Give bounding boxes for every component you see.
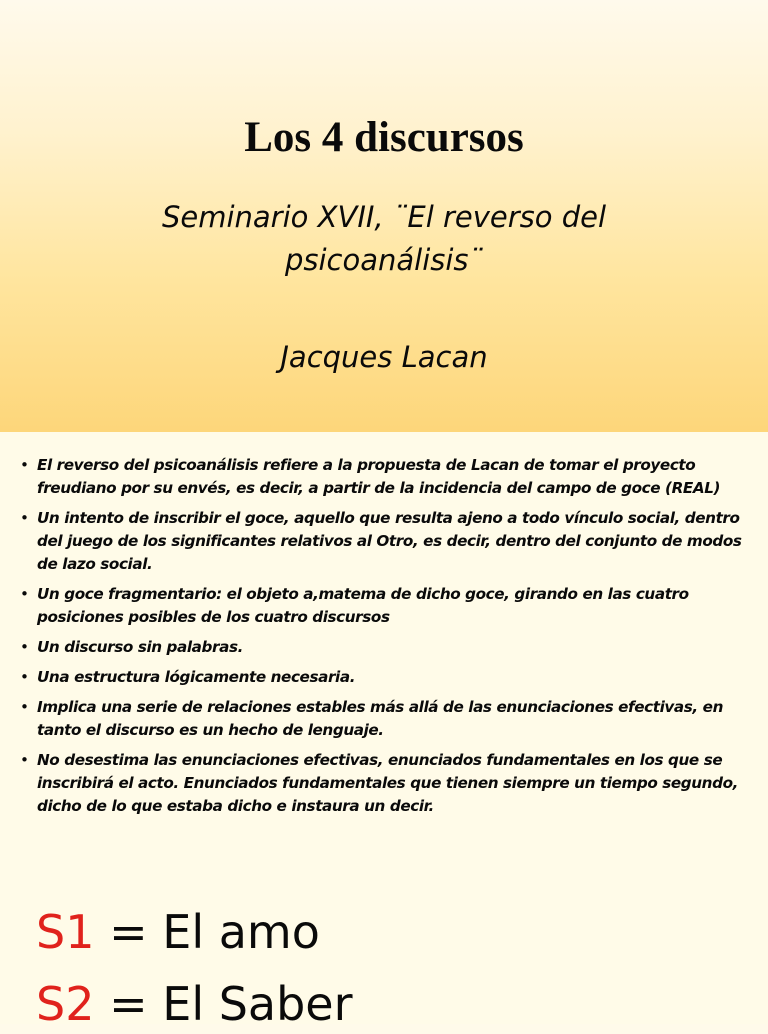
title-slide [0, 0, 768, 432]
bullet-marker: • [20, 668, 29, 686]
symbol-meaning: = El Saber [94, 977, 353, 1031]
slide-subtitle: Seminario XVII, ¨El reverso del psicoanálisis¨ [161, 200, 607, 277]
bullet-text: El reverso del psicoanálisis refiere a la propuesta de Lacan de tomar el proyecto freudiano por su envés, es decir, a partir de la incidencia del campo de goce (REAL) [37, 456, 721, 497]
bullet-marker: • [20, 638, 29, 656]
symbol-meaning: = El amo [94, 905, 320, 959]
bullet-marker: • [20, 509, 29, 527]
slide-author: Jacques Lacan [280, 340, 488, 374]
bullet-marker: • [20, 456, 29, 474]
slide-title: Los 4 discursos [244, 114, 524, 161]
symbol-line-s1 [36, 902, 320, 962]
bullet-item [20, 749, 750, 818]
bullet-text: Un goce fragmentario: el objeto a,matema de dicho goce, girando en las cuatro posiciones posibles de los cuatro discursos [37, 585, 689, 626]
bullets-slide [0, 432, 768, 864]
bullet-text: Una estructura lógicamente necesaria. [37, 668, 356, 686]
symbol-line-s2 [36, 974, 353, 1034]
bullet-item [20, 666, 750, 689]
bullet-marker: • [20, 698, 29, 716]
symbol-label: S1 [36, 905, 95, 959]
bullet-item [20, 507, 750, 576]
bullet-item [20, 454, 750, 500]
bullet-marker: • [20, 585, 29, 603]
bullet-text: Implica una serie de relaciones estables más allá de las enunciaciones efectivas, en tanto el discurso es un hecho de lenguaje. [37, 698, 723, 739]
bullet-marker: • [20, 751, 29, 769]
symbol-label: S2 [36, 977, 95, 1031]
bullet-item [20, 583, 750, 629]
symbols-slide [0, 864, 768, 1031]
bullet-item [20, 696, 750, 742]
bullet-list [20, 454, 750, 825]
bullet-text: Un intento de inscribir el goce, aquello que resulta ajeno a todo vínculo social, dentro del juego de los significantes relativos al Otro, es decir, dentro del conjunto de modos de lazo social. [37, 509, 742, 573]
bullet-text: Un discurso sin palabras. [37, 638, 243, 656]
bullet-text: No desestima las enunciaciones efectivas, enunciados fundamentales en los que se inscribirá el acto. Enunciados fundamentales que tienen siempre un tiempo segundo, dicho de lo que estaba dicho e instaura un decir. [37, 751, 738, 815]
bullet-item [20, 636, 750, 659]
